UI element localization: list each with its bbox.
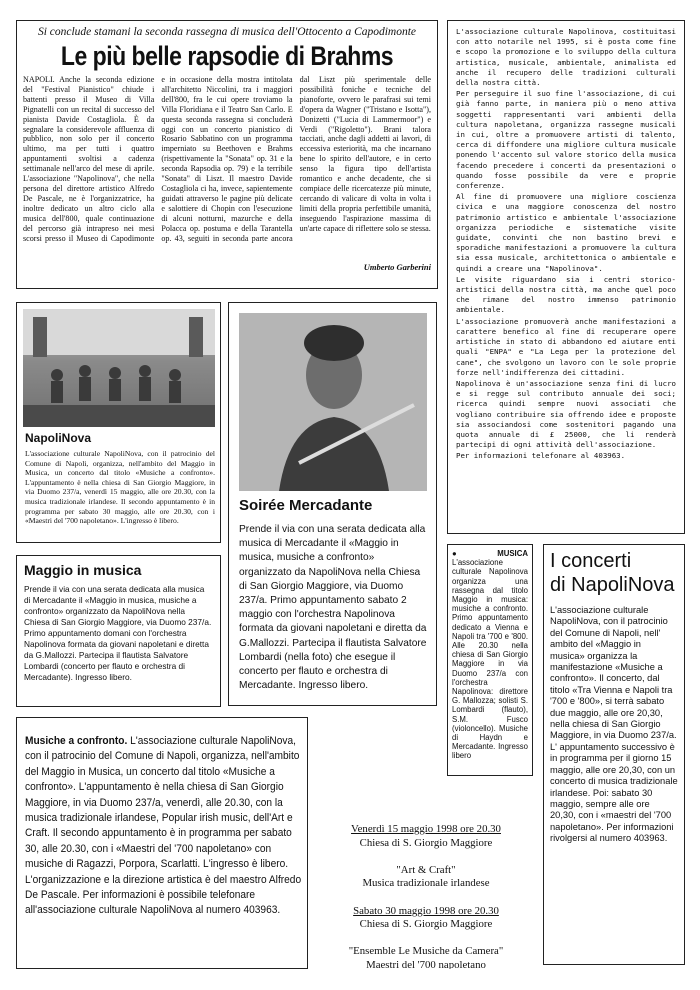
statement-paragraph: Per perseguire il suo fine l'associazione, di cui già fanno parte, in maniera più o meno attiva soggetti rappresentanti vari ambienti della cultura napoletana, organizza rassegne musicali in cui, oltre a promuovere artisti di talento, cerca di diffondere una migliore cultura musicale ponendo l'accento sul valore storico della musica facendo precedere i concerti da presentazioni o quando fosse possibile da vere e proprie conferenze. — [456, 89, 676, 191]
schedule-row — [325, 891, 527, 905]
concerti-body: L'associazione culturale NapoliNova, con il patrocinio del Comune di Napoli, nell' ambito del «Maggio in musica» organizza la manifestazione «Musiche a confronto». Il concerto, dal titolo «Tra Vienna e Napoli tra '700 e '800», si terrà sabato due maggio, alle ore 20,30, nella chiesa di San Giorgio Maggiore, in via Duomo 237/a. L' appuntamento successivo è in programma per il giorno 15 maggio, alle ore 20,30, con un concerto di musica tradizionale irlandese. Poi: sabato 30 maggio, sempre alle ore 20,30, con i «maestri del '700 napoletano». Per informazioni rivolgersi al numero 403963. — [550, 605, 678, 844]
musiche-confronto-body: L'associazione culturale NapoliNova, con il patrocinio del Comune di Napoli, organizza, nell'ambito del Maggio in Musica, un concerto dal titolo «Musiche a confronto». L'appuntamento è nella chiesa di San Giorgio Maggiore, in via Duomo 237/a, venerdì, alle 20.30, con la musica tradizionale irlandese, Popular irish music, dell'Art e Craft. Il secondo appuntamento è in programma per sabato 30, alle 20.30, con i «Maestri del '700 napoletano» con musiche di Ragazzi, Porpora, Scarlatti. L'ingresso è libero. L'organizzazione e la direzione artistica è del maestro Alfredo De Pascale. Per informazioni è possibile telefonare all'associazione culturale NapoliNova al numero 403963. — [25, 735, 302, 917]
concerti-title-line1: I concerti — [550, 550, 632, 572]
article-kicker: Si conclude stamani la seconda rassegna di musica dell'Ottocento a Capodimonte — [37, 26, 417, 38]
napolinova-body: L'associazione culturale NapoliNova, con il patrocinio del Comune di Napoli, organizza, nell'ambito del Maggio in Musica, un concerto dal titolo «Musiche a confronto». L'appuntamento è nella chiesa di San Giorgio Maggiore, in via Duomo 237/a, venerdì 15 maggio, alle ore 20.30, con la musica tradizionale irlandese. Il secondo appuntamento è in programma per sabato 30 maggio, alle ore 20.30, con i «Maestri del '700 napoletano». L'ingresso è libero. — [25, 449, 215, 526]
bullet-icon: ● — [452, 549, 476, 558]
schedule-row: "Ensemble Le Musiche da Camera" — [348, 945, 504, 958]
napolinova-title: NapoliNova — [25, 431, 92, 445]
schedule-row — [325, 932, 527, 946]
statement-paragraph: Al fine di promuovere una migliore coscienza civica e una maggiore conoscenza del nostro patrimonio artistico e ambientale l'associazione organizza periodiche e sistematiche visite guidate, convinti che non bastino brevi e sporadiche manifestazioni a promuovere la cultura sia essa musicale, architettonica o ambientale e quindi a creare una "Napolinova". — [456, 192, 676, 273]
clip-association-statement — [447, 20, 685, 534]
association-statement-body — [456, 27, 676, 462]
schedule-rows — [325, 823, 527, 969]
article-body: NAPOLI. Anche la seconda edizione del "Festival Pianistico" chiude i battenti presso il Museo di Villa Pignatelli con un recital di successo del pianista Davide Costagliola. È da segnalare la considerevole affluenza di pubblico, non solo per il concerto ultimo, ma per tutti i quattro appuntamenti svoltisi a cadenza settimanale nell'arco del mese di aprile. L'associazione "Napolinova", che nella persona del direttore artistico Alfredo De Pascale, ne è l'organizzatrice, ha inoltre dedicato un altro ciclo alla musica dell'800, quale continuazione del percorso già intrapreso nei mesi scorsi presso il Museo di Capodimonte e in occasione della mostra intitolata all'architetto Niccolini, tra i maggiori dell'800, fra le cui opere troviamo la Villa Floridiana e il Teatro San Carlo. E questa seconda rassegna si concluderà oggi con un concerto pianistico di Rosario Sabbatino con un programma imperniato su Beethoven e Brahms (rispettivamente la "Sonata" op. 31 e la seconda Rapsodia op. 79) e la terribile "Sonata" di Liszt. Il maestro Davide Costagliola ci ha, invece, sapientemente guidati attraverso le pagine più delicate e salottiere di Chopin con l'esecuzione di alcuni notturni, mazurche e della Polacca op. postuma e della Tarantella op. 43, seguiti in seconda parte ancora dal Liszt più sperimentale delle possibilità foniche e tecniche del pianoforte, ovvero le parafrasi sui temi d'opera da Wagner ("Tristano e Isotta"), Donizetti ("Lucia di Lammermoor") e Verdi ("Rigoletto"). Brani talora tacciati, anche dagli addetti ai lavori, di eccessiva esteriorità, ma che incarnano bene lo spirito dell'autore, e in certo senso la figura tipo dell'artista romantico e anche decadente, che si compiace delle ricercatezze più minute, cercando di valicare di volta in volta i limiti della propria perfettibile umanità, inseguendo l'aspirazione massima di un'arte capace di riflettere solo se stessa. — [23, 75, 431, 243]
clip-musica-column — [447, 544, 533, 776]
statement-paragraph: Per informazioni telefonare al 403963. — [456, 451, 626, 461]
schedule-row: Venerdì 15 maggio 1998 ore 20.30 — [351, 823, 501, 835]
schedule-row: Musica tradizionale irlandese — [362, 877, 490, 890]
schedule-row: Chiesa di S. Giorgio Maggiore — [359, 918, 493, 931]
clip-program-schedule — [319, 787, 533, 969]
schedule-row: "Art & Craft" — [396, 863, 456, 876]
statement-paragraph: Napolinova è un'associazione senza fini di lucro e si regge sul contributo annuale dei soci; ricerca quindi sempre nuovi associati che vogliano contribuire sia offrendo idee e proposte sia associandosi come sostenitori pagando una quota annuale di £ 25000, che li renderà partecipi di ogni attività dell'associazione. — [456, 378, 676, 450]
schedule-row — [325, 850, 527, 864]
clip-musiche-a-confronto — [16, 717, 308, 969]
musica-lead: MUSICA — [497, 549, 528, 558]
flautist-photo — [239, 313, 427, 491]
musica-body: L'associazione culturale Napolinova organizza una rassegna dal titolo Maggio in musica: musiche a confronto. Primo appuntamento dedicato a Vienna e Napoli tra '700 e '800. Alle 20.30 nella chiesa di San Giorgio Maggiore in via Duomo 237/a con l'orchestra Napolinova: direttore G. Mallozza; solisti S. Lombardi (flauto), S.M. Fusco (violoncello). Musiche di Haydn e Mercadante. Ingresso libero — [452, 558, 528, 761]
clip-soiree-mercadante — [228, 302, 437, 706]
maggio-title: Maggio in musica — [24, 562, 142, 578]
orchestra-photo — [23, 309, 215, 427]
clip-i-concerti — [543, 544, 685, 965]
concerti-title-line2: di NapoliNova — [550, 574, 675, 596]
clip-maggio-in-musica — [16, 555, 221, 707]
maggio-body: Prende il via con una serata dedicata alla musica di Mercadante il «Maggio in musica, musiche a confronto» organizzato da NapoliNova nella Chiesa di San Giorgio Maggiore, via Duomo 237/a. Primo appuntamento domani con l'orchestra Napolinova formata da giovani napoletani e diretta da G.Mallozzi. Partecipa il flautista Salvatore Lombardi (concerto per flauto e orchestra di Mercadante). Ingresso libero. — [24, 584, 212, 682]
statement-paragraph: L'associazione culturale Napolinova, costituitasi con atto notarile nel 1995, si è posta come fine e scopo la promozione e lo sviluppo della cultura artistica, musicale, ambientale, animalista ed anche il recupero delle tradizioni culturali della nostra città. — [456, 27, 676, 88]
musiche-confronto-lead: Musiche a confronto. — [25, 735, 128, 747]
schedule-row: Maestri del '700 napoletano — [366, 958, 486, 969]
musiche-confronto-text — [25, 734, 303, 919]
soiree-body: Prende il via con una serata dedicata alla musica di Mercadante il «Maggio in musica, musiche a confronto» organizzato da NapoliNova nella Chiesa di San Giorgio Maggiore, via Duomo 237/a. Primo appuntamento sabato 2 maggio con l'orchestra Napolinova formata da giovani napoletani e diretta da G.Mallozzi. Partecipa il flautista Salvatore Lombardi (nella foto) che esegue il concerto per flauto e orchestra di Mercadante. Ingresso libero. — [239, 524, 427, 692]
article-author: Umberto Garberini — [363, 262, 431, 272]
clip-napolinova-photo — [16, 302, 221, 543]
schedule-row: Chiesa di S. Giorgio Maggiore — [359, 836, 493, 849]
statement-paragraph: L'associazione promuoverà anche manifestazioni a carattere benefico al fine di recuperare opere artistiche in stato di abbandono ed aiutare enti quali "ENPA" e "La Lega per la protezione del cane", che svolgono un lavoro con le sole proprie forze nell'indifferenza dei cittadini. — [456, 316, 676, 377]
soiree-title: Soirée Mercadante — [239, 497, 373, 514]
schedule-row: Sabato 30 maggio 1998 ore 20.30 — [353, 904, 499, 917]
clip-brahms-article — [16, 20, 438, 289]
article-headline: Le più belle rapsodie di Brahms — [60, 41, 394, 71]
musica-text — [452, 549, 528, 761]
statement-paragraph: Le visite riguardano sia i centri storico-artistici della nostra città, ma anche quel poco che rimane del nostro immenso patrimonio ambientale. — [456, 274, 676, 315]
